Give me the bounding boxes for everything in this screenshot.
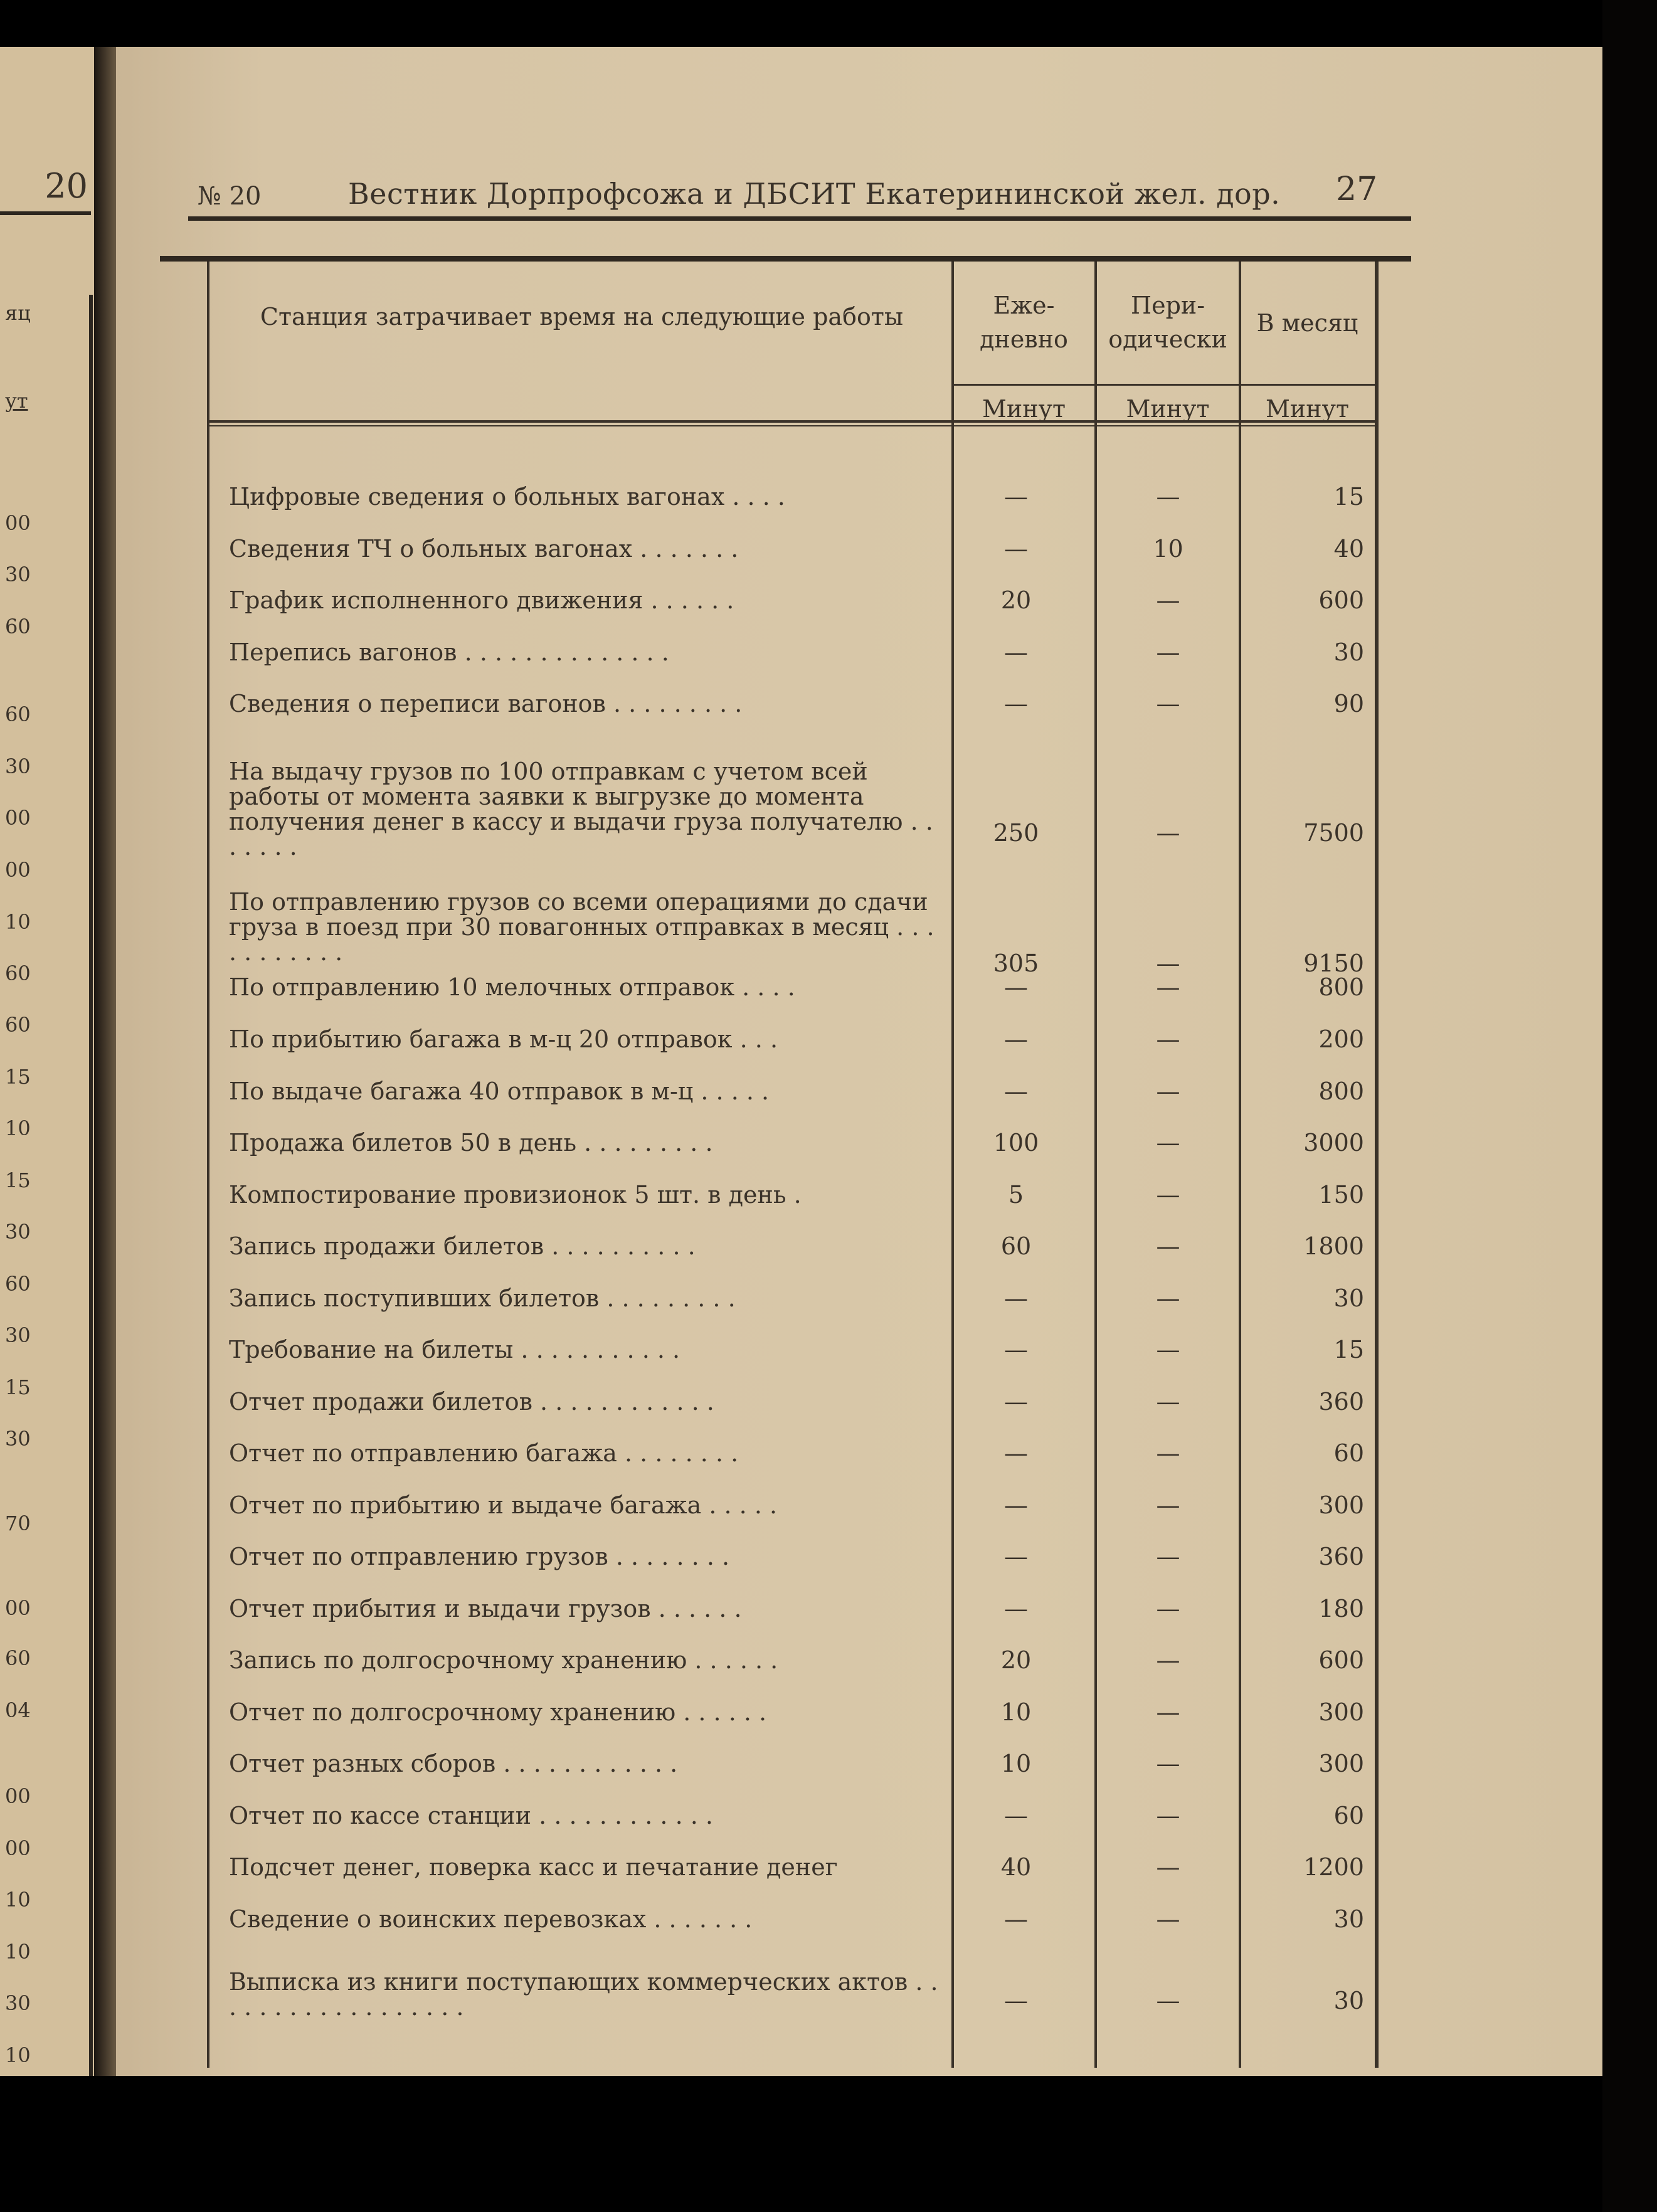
left-page-value: 30 [5,563,31,586]
left-page-value: 30 [5,754,31,778]
scan-border-right [1602,0,1657,2212]
scan-border-top [0,0,1657,47]
cell-periodic: — [1156,1698,1180,1726]
left-page-value: 00 [5,1784,31,1808]
cell-periodic: — [1156,1750,1180,1777]
row-label: По выдаче багажа 40 отправок в м-ц . . . . . [229,1077,770,1105]
cell-periodic: — [1156,1077,1180,1105]
cell-daily: — [1004,1439,1028,1467]
cell-monthly: 60 [1333,1439,1364,1467]
cell-periodic: — [1156,1439,1180,1467]
cell-periodic: — [1156,638,1180,666]
left-page-value: 60 [5,1272,31,1296]
cell-monthly: 300 [1318,1491,1364,1519]
cell-periodic: — [1156,1181,1180,1209]
cell-daily: — [1004,483,1028,511]
row-label: Отчет по прибытию и выдаче багажа . . . . . [229,1491,778,1519]
left-page-value: 30 [5,1220,31,1244]
cell-daily: 10 [1000,1750,1032,1777]
column-divider-1 [951,262,954,2068]
cell-daily: — [1004,1543,1028,1570]
cell-monthly: 1200 [1303,1853,1364,1881]
cell-monthly: 3000 [1303,1129,1364,1156]
book-gutter [94,47,116,2076]
row-label: Запись по долгосрочному хранению . . . . . . [229,1646,778,1674]
left-page-value: 10 [5,2043,31,2067]
left-page-value: 15 [5,1375,31,1399]
cell-daily: — [1004,690,1028,717]
cell-daily: 250 [993,819,1039,847]
cell-periodic: — [1156,483,1180,511]
row-label: Компостирование провизионок 5 шт. в день . [229,1181,802,1209]
cell-monthly: 180 [1318,1595,1364,1622]
cell-monthly: 600 [1318,1646,1364,1674]
cell-daily: — [1004,1336,1028,1363]
cell-periodic: — [1156,1802,1180,1829]
cell-daily: 10 [1000,1698,1032,1726]
cell-periodic: — [1156,1129,1180,1156]
row-label: Отчет прибытия и выдачи грузов . . . . . . [229,1595,742,1622]
left-page-value: 00 [5,1596,31,1620]
left-page-value: 60 [5,615,31,638]
cell-periodic: — [1156,1987,1180,2014]
cell-periodic: — [1156,1491,1180,1519]
cell-monthly: 800 [1318,1077,1364,1105]
cell-monthly: 600 [1318,586,1364,614]
unit-label-monthly: Минут [1266,395,1349,423]
cell-periodic: — [1156,973,1180,1001]
cell-daily: — [1004,1905,1028,1933]
left-page-value: 00 [5,858,31,882]
cell-daily: 60 [1000,1232,1032,1260]
left-page-unit-fragment: ут [5,389,28,413]
table-right-border [1375,262,1379,2068]
left-page-value: 30 [5,1427,31,1451]
cell-monthly: 360 [1318,1543,1364,1570]
left-page-value: 10 [5,1940,31,1964]
row-label: Запись поступивших билетов . . . . . . . . . [229,1284,736,1312]
left-page-value: 60 [5,1013,31,1037]
table-top-rule [160,256,1411,262]
cell-monthly: 40 [1333,535,1364,563]
cell-monthly: 300 [1318,1698,1364,1726]
unit-label-periodic: Минут [1126,395,1210,423]
cell-periodic: — [1156,950,1180,977]
row-label: Требование на билеты . . . . . . . . . . . [229,1336,680,1363]
left-page-value: 00 [5,1836,31,1860]
cell-monthly: 30 [1333,1284,1364,1312]
column-header-monthly: В месяц [1256,309,1358,337]
row-label: Перепись вагонов . . . . . . . . . . . . . . [229,638,669,666]
cell-daily: 305 [993,950,1039,977]
left-page-value: 00 [5,806,31,830]
cell-periodic: — [1156,1336,1180,1363]
left-page-value: 70 [5,1511,31,1535]
row-label: Выписка из книги поступающих коммерческих актов . . . . . . . . . . . . . . . . . . [229,1968,938,2021]
cell-monthly: 200 [1318,1025,1364,1053]
cell-monthly: 9150 [1303,950,1364,977]
cell-daily: 40 [1000,1853,1032,1881]
cell-daily: — [1004,1802,1028,1829]
cell-daily: — [1004,1987,1028,2014]
cell-periodic: 10 [1153,535,1183,563]
left-page-value: 60 [5,702,31,726]
cell-monthly: 1800 [1303,1232,1364,1260]
cell-daily: 20 [1000,586,1032,614]
cell-monthly: 30 [1333,1905,1364,1933]
left-page-value: 10 [5,1116,31,1140]
left-page-value: 15 [5,1168,31,1192]
cell-monthly: 30 [1333,1987,1364,2014]
unit-row-rule [951,384,1377,386]
row-label: График исполненного движения . . . . . . [229,586,734,614]
cell-periodic: — [1156,1388,1180,1416]
cell-daily: 5 [1008,1181,1024,1209]
cell-daily: — [1004,535,1028,563]
cell-periodic: — [1156,690,1180,717]
cell-periodic: — [1156,1284,1180,1312]
cell-monthly: 15 [1333,1336,1364,1363]
row-label: По отправлению 10 мелочных отправок . . . . [229,973,795,1001]
left-page-number: 20 [45,166,88,206]
cell-periodic: — [1156,586,1180,614]
left-page-value: 00 [5,511,31,535]
cell-monthly: 15 [1333,483,1364,511]
row-label: На выдачу грузов по 100 отправкам с учетом всей работы от момента заявки к выгрузке до момента получения денег в кассу и выдачи груза получателю . . . . . . . [229,758,933,860]
row-label: Подсчет денег, поверка касс и печатание денег [229,1853,838,1881]
column-divider-3 [1239,262,1241,2068]
cell-daily: 20 [1000,1646,1032,1674]
cell-monthly: 90 [1333,690,1364,717]
row-label: Отчет продажи билетов . . . . . . . . . . . . [229,1388,714,1416]
cell-monthly: 60 [1333,1802,1364,1829]
left-page-value: 10 [5,910,31,934]
cell-periodic: — [1156,1853,1180,1881]
row-label: Отчет по кассе станции . . . . . . . . . . . . [229,1802,713,1829]
cell-daily: — [1004,1077,1028,1105]
row-label: Отчет по долгосрочному хранению . . . . . . [229,1698,767,1726]
cell-monthly: 30 [1333,638,1364,666]
cell-monthly: 300 [1318,1750,1364,1777]
column-header-periodic: Пери-одически [1108,292,1227,353]
cell-monthly: 150 [1318,1181,1364,1209]
row-label: Отчет по отправлению грузов . . . . . . . . [229,1543,730,1570]
cell-periodic: — [1156,1646,1180,1674]
row-label: Отчет по отправлению багажа . . . . . . . . [229,1439,739,1467]
left-page-value: 30 [5,1323,31,1347]
left-page-strip [0,47,94,2076]
cell-daily: — [1004,1491,1028,1519]
row-label: Отчет разных сборов . . . . . . . . . . . . [229,1750,678,1777]
row-label: По отправлению грузов со всеми операциями до сдачи груза в поезд при 30 повагонных отправках в месяц . . . . . . . . . . . [229,888,934,966]
row-label: Продажа билетов 50 в день . . . . . . . . . [229,1129,713,1156]
left-page-value: 10 [5,1888,31,1912]
journal-title: Вестник Дорпрофсожа и ДБСИТ Екатерининской жел. дор. [348,177,1281,211]
row-label: По прибытию багажа в м-ц 20 отправок . . . [229,1025,778,1053]
cell-monthly: 7500 [1303,819,1364,847]
cell-daily: — [1004,638,1028,666]
header-rule [188,216,1411,221]
scan-border-bottom [0,2076,1657,2212]
column-header-work: Станция затрачивает время на следующие работы [260,303,904,331]
column-divider-2 [1094,262,1097,2068]
row-label: Сведения ТЧ о больных вагонах . . . . . . . [229,535,739,563]
cell-daily: — [1004,1025,1028,1053]
issue-number: № 20 [198,182,262,211]
left-page-value: 60 [5,961,31,985]
left-page-value: 60 [5,1646,31,1670]
row-label: Сведения о переписи вагонов . . . . . . . . . [229,690,743,717]
left-page-value: 15 [5,1065,31,1089]
page-number: 27 [1336,171,1378,208]
cell-periodic: — [1156,819,1180,847]
cell-monthly: 800 [1318,973,1364,1001]
row-label: Сведение о воинских перевозках . . . . . . . [229,1905,753,1933]
cell-periodic: — [1156,1595,1180,1622]
cell-monthly: 360 [1318,1388,1364,1416]
left-page-header-fragment: яц [5,301,31,325]
cell-daily: — [1004,973,1028,1001]
left-page-value: 30 [5,1991,31,2015]
unit-label-daily: Минут [982,395,1066,423]
cell-daily: 100 [993,1129,1039,1156]
left-page-header-rule [0,211,91,215]
table-left-border [207,262,209,2068]
cell-daily: — [1004,1388,1028,1416]
row-label: Запись продажи билетов . . . . . . . . . . [229,1232,696,1260]
left-page-value: 04 [5,1698,31,1722]
cell-daily: — [1004,1284,1028,1312]
cell-periodic: — [1156,1543,1180,1570]
column-header-daily: Еже-дневно [980,292,1068,353]
cell-periodic: — [1156,1905,1180,1933]
cell-periodic: — [1156,1232,1180,1260]
cell-periodic: — [1156,1025,1180,1053]
row-label: Цифровые сведения о больных вагонах . . . . [229,483,785,511]
cell-daily: — [1004,1595,1028,1622]
